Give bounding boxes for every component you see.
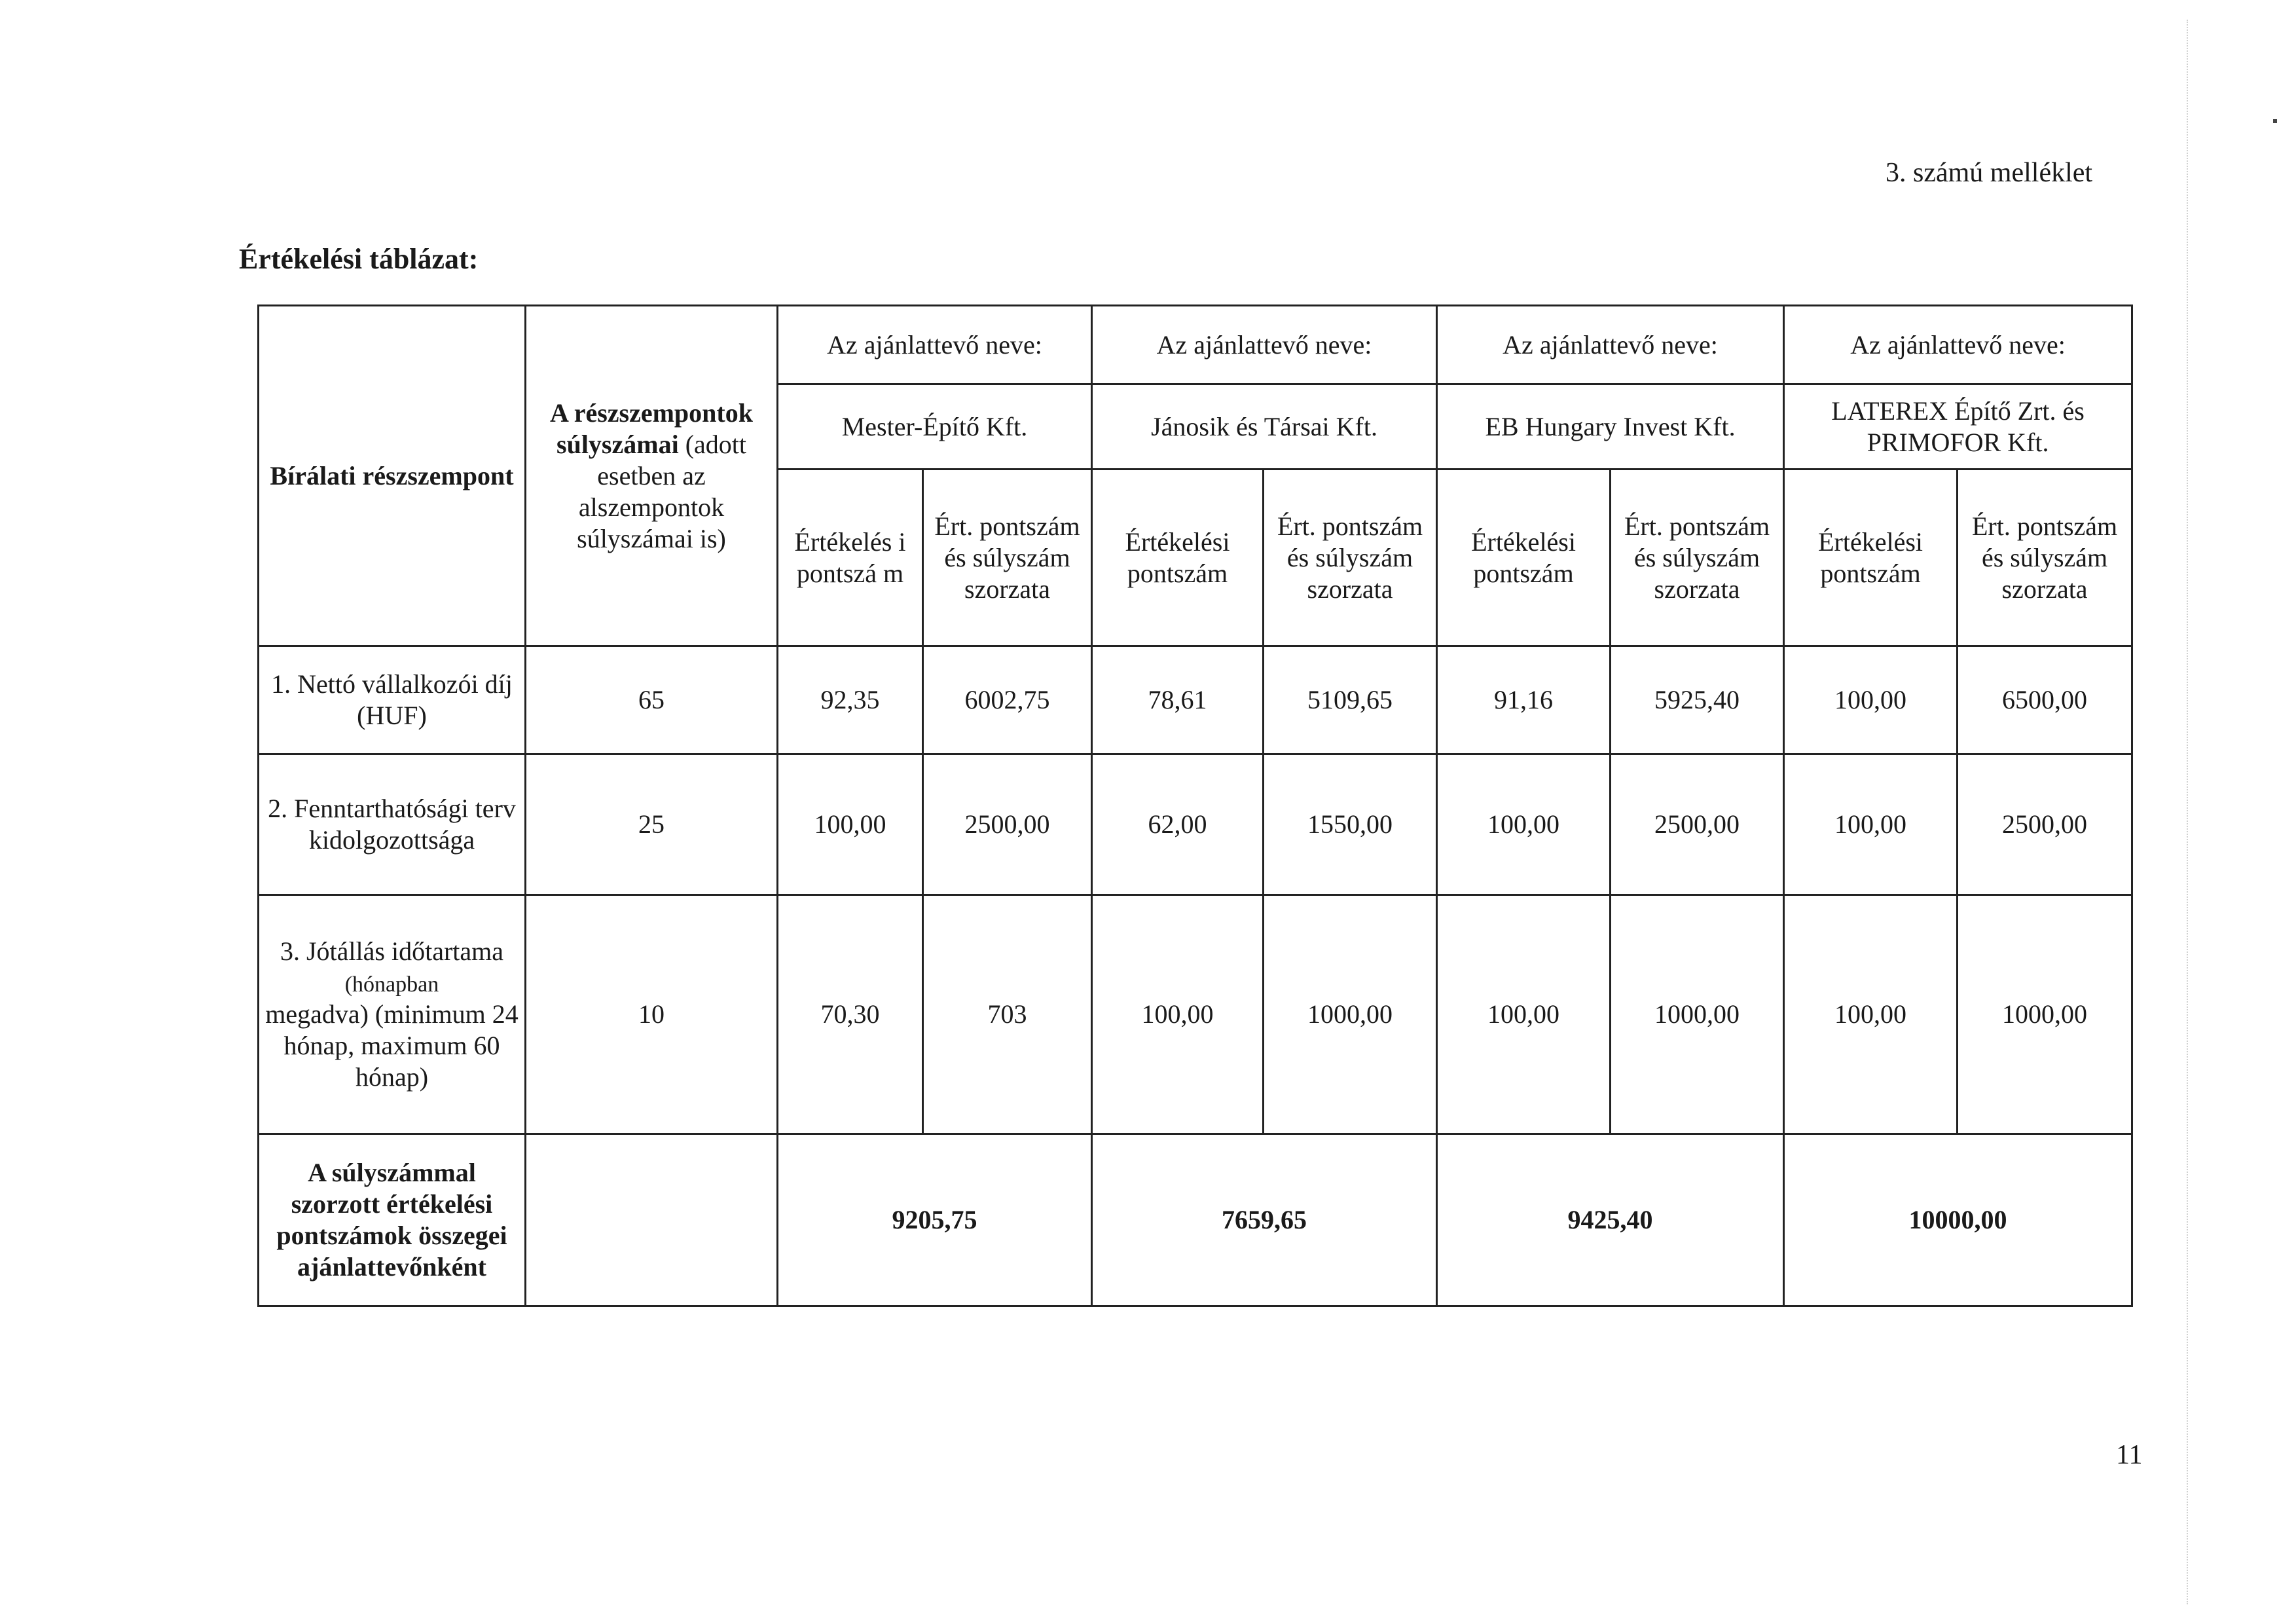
- total-bidder-2: 7659,65: [1092, 1134, 1437, 1306]
- row-3-value: 100,00: [1437, 895, 1611, 1134]
- total-bidder-4: 10000,00: [1784, 1134, 2132, 1306]
- bidder-2-heading: Az ajánlattevő neve:: [1092, 306, 1437, 384]
- row-1-value: 100,00: [1784, 646, 1958, 754]
- row-3-criterion-small: (hónapban: [344, 972, 439, 997]
- row-1-value: 5109,65: [1264, 646, 1437, 754]
- bidder-2-name: Jánosik és Társai Kft.: [1092, 384, 1437, 470]
- row-3-value: 100,00: [1092, 895, 1264, 1134]
- row-3-value: 703: [923, 895, 1092, 1134]
- row-2-value: 100,00: [778, 754, 923, 895]
- row-2-value: 2500,00: [923, 754, 1092, 895]
- header-weight-bold: A részszempontok súlyszámai: [550, 397, 753, 459]
- row-3-value: 1000,00: [1264, 895, 1437, 1134]
- annex-label: 3. számú melléklet: [1886, 158, 2093, 188]
- bidder-3-heading: Az ajánlattevő neve:: [1437, 306, 1784, 384]
- bidder-4-name: LATEREX Építő Zrt. és PRIMOFOR Kft.: [1784, 384, 2132, 470]
- bidder-4-weighted-header: Ért. pontszám és súlyszám szorzata: [1958, 470, 2132, 646]
- bidder-3-name: EB Hungary Invest Kft.: [1437, 384, 1784, 470]
- bidder-3-weighted-header: Ért. pontszám és súlyszám szorzata: [1611, 470, 1784, 646]
- table-row-total: [259, 1134, 2132, 1306]
- row-3-criterion: [259, 895, 526, 1134]
- table-row: [259, 646, 2132, 754]
- row-2-weight: 25: [526, 754, 778, 895]
- row-2-criterion: 2. Fenntarthatósági terv kidolgozottsága: [259, 754, 526, 895]
- row-1-value: 91,16: [1437, 646, 1611, 754]
- row-3-criterion-line2: megadva) (minimum 24 hónap, maximum 60 hónap): [265, 999, 519, 1092]
- table-row: [259, 895, 2132, 1134]
- row-2-value: 100,00: [1784, 754, 1958, 895]
- row-3-weight: 10: [526, 895, 778, 1134]
- row-1-criterion: 1. Nettó vállalkozói díj (HUF): [259, 646, 526, 754]
- table-title: Értékelési táblázat:: [239, 243, 479, 275]
- total-weight-empty: [526, 1134, 778, 1306]
- bidder-4-score-header: Értékelési pontszám: [1784, 470, 1958, 646]
- total-bidder-3: 9425,40: [1437, 1134, 1784, 1306]
- bidder-1-heading: Az ajánlattevő neve:: [778, 306, 1092, 384]
- row-3-criterion-line1: 3. Jótállás időtartama: [280, 936, 503, 966]
- row-3-value: 1000,00: [1611, 895, 1784, 1134]
- header-criterion: Bírálati részszempont: [259, 306, 526, 646]
- row-2-value: 2500,00: [1611, 754, 1784, 895]
- table-row: [259, 754, 2132, 895]
- row-1-weight: 65: [526, 646, 778, 754]
- bidder-1-name: Mester-Építő Kft.: [778, 384, 1092, 470]
- bidder-1-score-header: Értékelés i pontszá m: [778, 470, 923, 646]
- row-2-value: 1550,00: [1264, 754, 1437, 895]
- row-2-value: 62,00: [1092, 754, 1264, 895]
- row-1-value: 6500,00: [1958, 646, 2132, 754]
- row-1-value: 92,35: [778, 646, 923, 754]
- evaluation-table: [257, 304, 2133, 1307]
- header-weight: [526, 306, 778, 646]
- row-3-value: 100,00: [1784, 895, 1958, 1134]
- row-3-value: 70,30: [778, 895, 923, 1134]
- bidder-3-score-header: Értékelési pontszám: [1437, 470, 1611, 646]
- row-2-value: 100,00: [1437, 754, 1611, 895]
- row-3-value: 1000,00: [1958, 895, 2132, 1134]
- scan-edge-artifact: [2187, 20, 2189, 1604]
- row-1-value: 6002,75: [923, 646, 1092, 754]
- row-1-value: 78,61: [1092, 646, 1264, 754]
- scan-mark-artifact: [2273, 119, 2277, 123]
- bidder-2-score-header: Értékelési pontszám: [1092, 470, 1264, 646]
- row-2-value: 2500,00: [1958, 754, 2132, 895]
- row-1-value: 5925,40: [1611, 646, 1784, 754]
- total-bidder-1: 9205,75: [778, 1134, 1092, 1306]
- bidder-4-heading: Az ajánlattevő neve:: [1784, 306, 2132, 384]
- bidder-2-weighted-header: Ért. pontszám és súlyszám szorzata: [1264, 470, 1437, 646]
- bidder-1-weighted-header: Ért. pontszám és súlyszám szorzata: [923, 470, 1092, 646]
- page-number: 11: [2116, 1440, 2143, 1470]
- total-label: A súlyszámmal szorzott értékelési pontszámok összegei ajánlattevőnként: [259, 1134, 526, 1306]
- header-weight-normal: (adott esetben az alszempontok súlyszámai is): [577, 429, 746, 553]
